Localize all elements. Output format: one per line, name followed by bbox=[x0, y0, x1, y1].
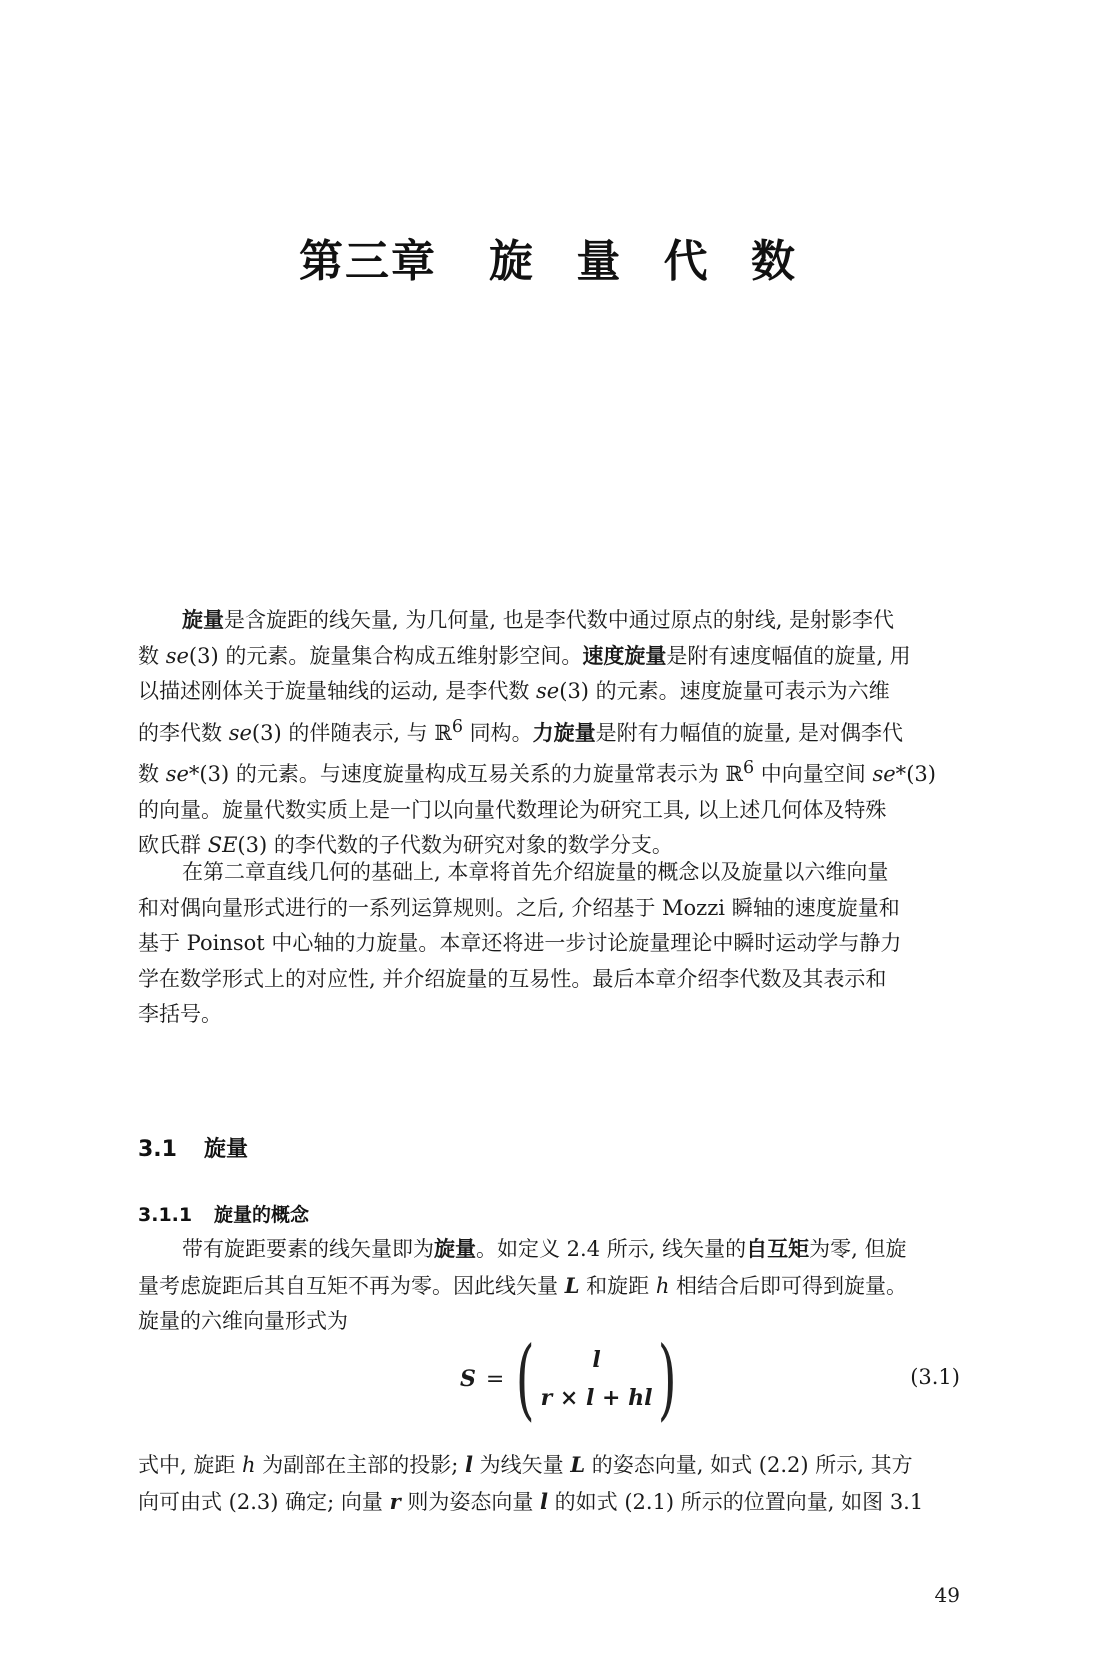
text-line: 式中, 旋距 h 为副部在主部的投影; l 为线矢量 L 的姿态向量, 如式 (2.2) 所示, 其方 bbox=[138, 1452, 913, 1477]
equation-3-1 bbox=[460, 1327, 679, 1430]
term-screw: 旋量 bbox=[182, 608, 224, 632]
chapter-title bbox=[0, 225, 1108, 289]
section-title: 旋量 bbox=[204, 1137, 249, 1162]
text-line: 数 se*(3) 的元素。与速度旋量构成互易关系的力旋量常表示为 ℝ$^6$ 中向量空间 se*(3) bbox=[138, 758, 936, 786]
after-equation-paragraph bbox=[138, 1447, 960, 1520]
text-line: 的向量。旋量代数实质上是一门以向量代数理论为研究工具, 以上述几何体及特殊 bbox=[138, 797, 887, 822]
equation-number: (3.1) bbox=[910, 1365, 960, 1389]
text-line: 量考虑旋距后其自互矩不再为零。因此线矢量 L 和旋距 h 相结合后即可得到旋量。 bbox=[138, 1272, 908, 1298]
term-self-moment: 自互矩 bbox=[746, 1237, 810, 1261]
equals-sign: = bbox=[485, 1366, 505, 1392]
text-line: 学在数学形式上的对应性, 并介绍旋量的互易性。最后本章介绍李代数及其表示和 bbox=[138, 966, 887, 991]
chapter-number: 第三章 bbox=[299, 236, 438, 287]
term-twist: 速度旋量 bbox=[582, 643, 667, 668]
text-line: 欧氏群 SE(3) 的李代数的子代数为研究对象的数学分支。 bbox=[138, 833, 673, 857]
text-line: 和对偶向量形式进行的一系列运算规则。之后, 介绍基于 Mozzi 瞬轴的速度旋量和 bbox=[138, 895, 900, 920]
section-heading bbox=[138, 1132, 248, 1163]
intro-paragraph bbox=[138, 603, 960, 864]
text-line: 数 se(3) 的元素。旋量集合构成五维射影空间。速度旋量是附有速度幅值的旋量, 用 bbox=[138, 643, 911, 668]
right-paren: ) bbox=[658, 1327, 678, 1430]
subsection-title: 旋量的概念 bbox=[214, 1204, 310, 1226]
subsection-number: 3.1.1 bbox=[138, 1204, 193, 1226]
term-screw: 旋量 bbox=[434, 1237, 476, 1261]
term-wrench: 力旋量 bbox=[532, 720, 596, 745]
chapter-name: 旋 量 代 数 bbox=[489, 236, 809, 287]
column-vector bbox=[537, 1347, 657, 1411]
equation-lhs: S bbox=[460, 1366, 476, 1392]
text-line: 李括号。 bbox=[138, 1002, 222, 1026]
text-line: 向可由式 (2.3) 确定; 向量 r 则为姿态向量 l 的如式 (2.1) 所示的位置向量, 如图 3.1 bbox=[138, 1488, 924, 1514]
text-line: 以描述刚体关于旋量轴线的运动, 是李代数 se(3) 的元素。速度旋量可表示为六维 bbox=[138, 679, 890, 703]
section-number: 3.1 bbox=[138, 1137, 177, 1162]
vector-row-1: l bbox=[592, 1347, 601, 1373]
left-paren: ( bbox=[516, 1327, 535, 1430]
text-line: 基于 Poinsot 中心轴的力旋量。本章还将进一步讨论旋量理论中瞬时运动学与静力 bbox=[138, 931, 902, 955]
text-line: 旋量是含旋距的线矢量, 为几何量, 也是李代数中通过原点的射线, 是射影李代 bbox=[182, 608, 895, 632]
page-number: 49 bbox=[934, 1583, 960, 1607]
overview-paragraph bbox=[138, 855, 960, 1033]
concept-paragraph bbox=[138, 1232, 960, 1340]
text-line: 带有旋距要素的线矢量即为旋量。如定义 2.4 所示, 线矢量的自互矩为零, 但旋 bbox=[182, 1237, 907, 1261]
subsection-heading bbox=[138, 1200, 309, 1227]
text-line: 在第二章直线几何的基础上, 本章将首先介绍旋量的概念以及旋量以六维向量 bbox=[182, 860, 889, 884]
vector-row-2: r × l + hl bbox=[540, 1385, 653, 1411]
text-line: 的李代数 se(3) 的伴随表示, 与 ℝ$^6$ 同构。力旋量是附有力幅值的旋量, 是对偶李代 bbox=[138, 716, 903, 745]
text-line: 旋量的六维向量形式为 bbox=[138, 1309, 348, 1333]
